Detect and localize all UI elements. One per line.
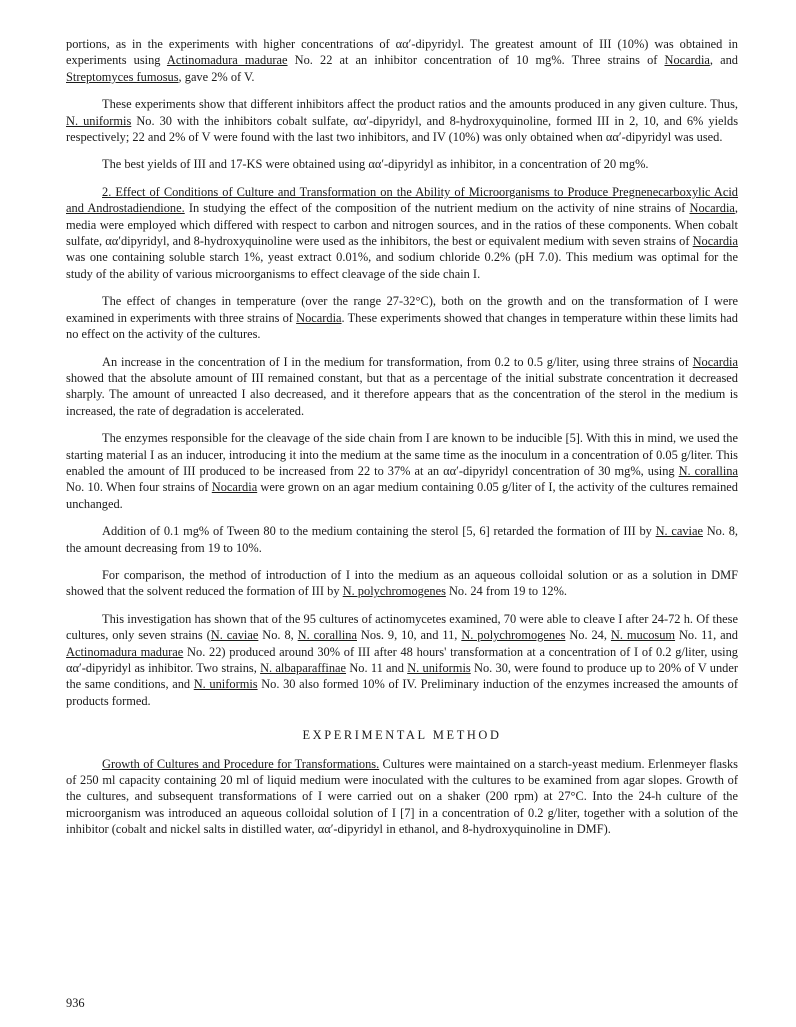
underlined-text: N. uniformis <box>407 661 471 675</box>
underlined-text: 2. Effect of Conditions of Culture and Transformation on the Ability of Microorganisms to Produce Pregnenecarboxylic Acid and Androstadiendione. <box>66 184 738 216</box>
underlined-text: Nocardia <box>692 354 738 369</box>
page-body <box>66 36 738 849</box>
paragraph <box>66 430 738 512</box>
text-run: The enzymes responsible for the cleavage of the side chain from I are known to be inducible [5]. With this in mind, we used the starting material I as an inducer, introducing it into the medium at the same time as the inoculum in a concentration of 0.05 g/liter. This enabled the amount of III produced to be increased from 22 to 37% at an αα′-dipyridyl concentration of 30 mg%, using <box>66 431 738 478</box>
underlined-text: N. polychromogenes <box>342 584 446 599</box>
text-run: was one containing soluble starch 1%, yeast extract 0.01%, and sodium chloride 0.2% (pH 7.0). This medium was optimal for the study of the ability of various microorganisms to effect cleavage of the side chain I. <box>66 250 738 281</box>
paragraph <box>66 96 738 145</box>
text-run: . These experiments showed that changes in temperature within these limits had no effect on the activity of the cultures. <box>66 310 738 342</box>
text-run: These experiments show that different inhibitors affect the product ratios and the amounts produced in any given culture. Thus, <box>102 97 738 112</box>
underlined-text: N. uniformis <box>193 677 258 692</box>
underlined-text: Growth of Cultures and Procedure for Transformations. <box>102 756 380 771</box>
paragraph <box>66 567 738 600</box>
underlined-text: Actinomadura madurae <box>66 644 184 659</box>
text-run: showed that the absolute amount of III remained constant, but that as a percentage of the initial substrate concentration it decreased sharply. The amount of unreacted I also decreased, and it therefore appears that as the concentration of the sterol in the medium is increased, the rate of degradation is accelerated. <box>66 370 738 418</box>
underlined-text: N. corallina <box>678 463 738 478</box>
text-run: No. 22 at an inhibitor concentration of 10 mg%. Three strains of <box>287 53 665 68</box>
text-run: No. 30, were found to produce up to 20% of V under the same conditions, and <box>66 661 739 692</box>
text-run: Nos. 9, 10, and 11, <box>357 628 462 643</box>
underlined-text: Nocardia <box>664 53 710 68</box>
underlined-text: Nocardia <box>296 310 342 325</box>
text-run: This investigation has shown that of the 95 cultures of actinomycetes examined, 70 were able to cleave I after 24-72 h. Of these cultures, only seven strains ( <box>66 611 738 643</box>
text-run: portions, as in the experiments with higher concentrations of αα′-dipyridyl. The greatest amount of III (10%) was obtained in experiments using <box>66 37 738 68</box>
paragraph <box>66 156 738 172</box>
underlined-text: N. caviae <box>655 524 703 539</box>
underlined-text: Nocardia <box>689 201 735 216</box>
text-run: For comparison, the method of introduction of I into the medium as an aqueous colloidal solution or as a solution in DMF showed that the solvent reduced the formation of III by <box>66 567 738 599</box>
text-run: No. 8, the amount decreasing from 19 to 10%. <box>66 524 739 555</box>
paragraph <box>66 36 738 85</box>
section-heading: EXPERIMENTAL METHOD <box>302 728 502 743</box>
text-run: , gave 2% of V. <box>178 69 255 84</box>
text-run: In studying the effect of the composition of the nutrient medium on the activity of nine strains of <box>184 201 690 216</box>
text-run: , media were employed which differed with respect to carbon and nitrogen sources, and in the ratios of these components. When cobalt sulfate, αα′dipyridyl, and 8-hydroxyquinoline were used as the inhibitors, the best or equivalent medium with seven strains of <box>66 201 739 249</box>
paragraph <box>66 523 738 556</box>
text-run: No. 10. When four strains of <box>66 480 212 495</box>
text-run: were grown on an agar medium containing 0.05 g/liter of I, the activity of the cultures remained unchanged. <box>66 480 738 511</box>
text-run: No. 24, <box>565 628 611 643</box>
underlined-text: N. corallina <box>297 628 357 643</box>
underlined-text: Actinomadura madurae <box>166 53 288 68</box>
text-run: No. 8, <box>258 628 298 643</box>
paragraph <box>66 354 738 420</box>
text-run: Cultures were maintained on a starch-yeast medium. Erlenmeyer flasks of 250 ml capacity containing 20 ml of liquid medium were inoculated with the cultures to be examined from agar slopes. Growth of the cultures, and subsequent transformations of I were carried out on a shaker (200 rpm) at 27°C. Into the 24-h culture of the microorganism was introduced an aqueous colloidal solution of I [7] in a concentration of 0.2 g/liter, together with a solution of the inhibitor (cobalt and nickel salts in distilled water, αα′-dipyridyl in ethanol, and 8-hydroxyquinoline in DMF). <box>66 756 738 837</box>
page-number: 936 <box>66 996 85 1010</box>
underlined-text: N. mucosum <box>610 628 676 643</box>
text-run: No. 11 and <box>346 661 408 675</box>
text-run: , and <box>709 53 738 68</box>
text-run: Addition of 0.1 mg% of Tween 80 to the medium containing the sterol [5, 6] retarded the formation of III by <box>102 524 656 539</box>
underlined-text: N. polychromogenes <box>461 628 566 643</box>
underlined-text: N. uniformis <box>66 113 132 128</box>
results-section <box>66 36 738 709</box>
text-run: No. 30 also formed 10% of IV. Preliminary induction of the enzymes increased the amounts of products formed. <box>66 677 738 708</box>
text-run: An increase in the concentration of I in the medium for transformation, from 0.2 to 0.5 g/liter, using three strains of <box>102 354 693 369</box>
underlined-text: Nocardia <box>692 234 738 249</box>
paragraph <box>66 293 738 342</box>
text-run: No. 30 with the inhibitors cobalt sulfate, αα′-dipyridyl, and 8-hydroxyquinoline, formed III in 2, 10, and 6% yields respectively; 22 and 2% of V were found with the last two inhibitors, and IV (10%) was only obtained when αα′-dipyridyl was used. <box>66 113 739 145</box>
underlined-text: Streptomyces fumosus <box>66 69 179 84</box>
text-run: No. 22) produced around 30% of III after 48 hours' transformation at a concentration of I of 0.2 g/liter, using αα′-dipyridyl as inhibitor. Two strains, <box>66 644 738 675</box>
text-run: The best yields of III and 17-KS were obtained using αα′-dipyridyl as inhibitor, in a concentration of 20 mg%. <box>102 157 649 172</box>
underlined-text: N. albaparaffinae <box>260 661 347 675</box>
underlined-text: N. caviae <box>210 628 259 643</box>
underlined-text: Nocardia <box>211 480 258 495</box>
paragraph <box>66 184 738 282</box>
text-run: No. 24 from 19 to 12%. <box>445 584 568 599</box>
text-run: No. 11, and <box>675 628 738 643</box>
text-run: The effect of changes in temperature (over the range 27-32°C), both on the growth and on the transformation of I were examined in experiments with three strains of <box>66 294 738 325</box>
method-paragraph <box>66 756 738 838</box>
paragraph <box>66 611 738 709</box>
